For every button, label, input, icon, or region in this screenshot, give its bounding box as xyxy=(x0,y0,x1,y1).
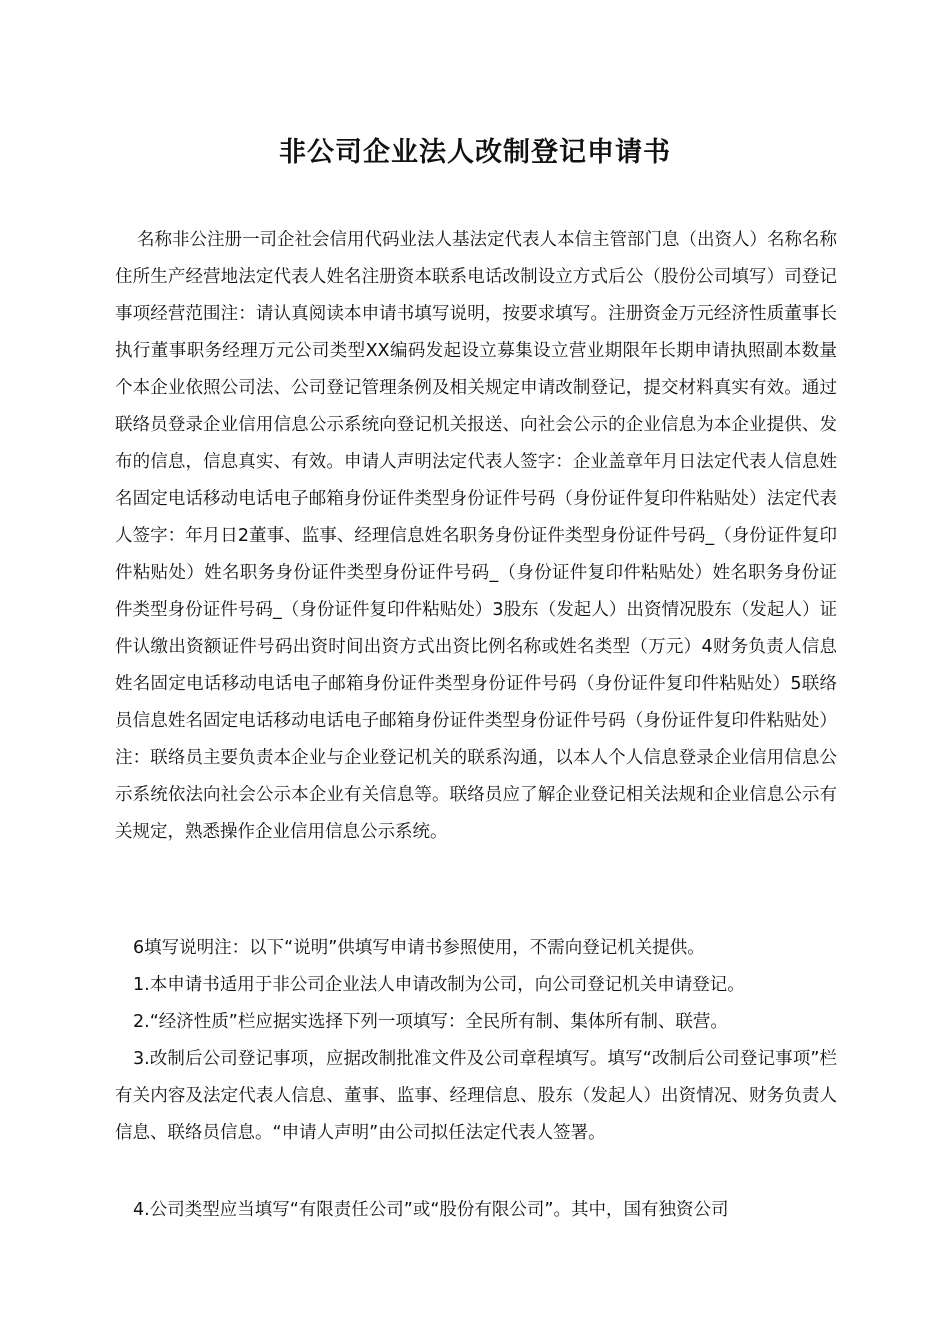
document-title: 非公司企业法人改制登记申请书 xyxy=(279,137,671,168)
paragraph-instruction-3: 3.改制后公司登记事项，应据改制批准文件及公司章程填写。填写“改制后公司登记事项”栏有关内容及法定代表人信息、董事、监事、经理信息、股东（发起人）出资情况、财务负责人信息、联络员信息。“申请人声明”由公司拟任法定代表人签署。 xyxy=(115,1049,837,1143)
paragraph-instruction-1: 1.本申请书适用于非公司企业法人申请改制为公司，向公司登记机关申请登记。 xyxy=(133,975,745,995)
paragraph-instruction-2: 2.“经济性质”栏应据实选择下列一项填写：全民所有制、集体所有制、联营。 xyxy=(133,1012,728,1032)
paragraph-instructions-heading: 6填写说明注：以下“说明”供填写申请书参照使用，不需向登记机关提供。 xyxy=(133,938,705,958)
paragraph-application-form-content: 名称非公注册一司企社会信用代码业法人基法定代表人本信主管部门息（出资人）名称名称住所生产经营地法定代表人姓名注册资本联系电话改制设立方式后公（股份公司填写）司登记事项经营范围注：请认真阅读本申请书填写说明，按要求填写。注册资金万元经济性质董事长执行董事职务经理万元公司类型XX编码发起设立募集设立营业期限年长期申请执照副本数量个本企业依照公司法、公司登记管理条例及相关规定申请改制登记，提交材料真实有效。通过联络员登录企业信用信息公示系统向登记机关报送、向社会公示的企业信息为本企业提供、发布的信息，信息真实、有效。申请人声明法定代表人签字：企业盖章年月日法定代表人信息姓名固定电话移动电话电子邮箱身份证件类型身份证件号码（身份证件复印件粘贴处）法定代表人签字：年月日2董事、监事、经理信息姓名职务身份证件类型身份证件号码_（身份证件复印件粘贴处）姓名职务身份证件类型身份证件号码_（身份证件复印件粘贴处）姓名职务身份证件类型身份证件号码_（身份证件复印件粘贴处）3股东（发起人）出资情况股东（发起人）证件认缴出资额证件号码出资时间出资方式出资比例名称或姓名类型（万元）4财务负责人信息姓名固定电话移动电话电子邮箱身份证件类型身份证件号码（身份证件复印件粘贴处）5联络员信息姓名固定电话移动电话电子邮箱身份证件类型身份证件号码（身份证件复印件粘贴处）注：联络员主要负责本企业与企业登记机关的联系沟通，以本人个人信息登录企业信用信息公示系统依法向社会公示本企业有关信息等。联络员应了解企业登记相关法规和企业信息公示有关规定，熟悉操作企业信用信息公示系统。 xyxy=(115,230,837,842)
paragraph-instruction-4: 4.公司类型应当填写“有限责任公司”或“股份有限公司”。其中，国有独资公司 xyxy=(133,1200,729,1220)
